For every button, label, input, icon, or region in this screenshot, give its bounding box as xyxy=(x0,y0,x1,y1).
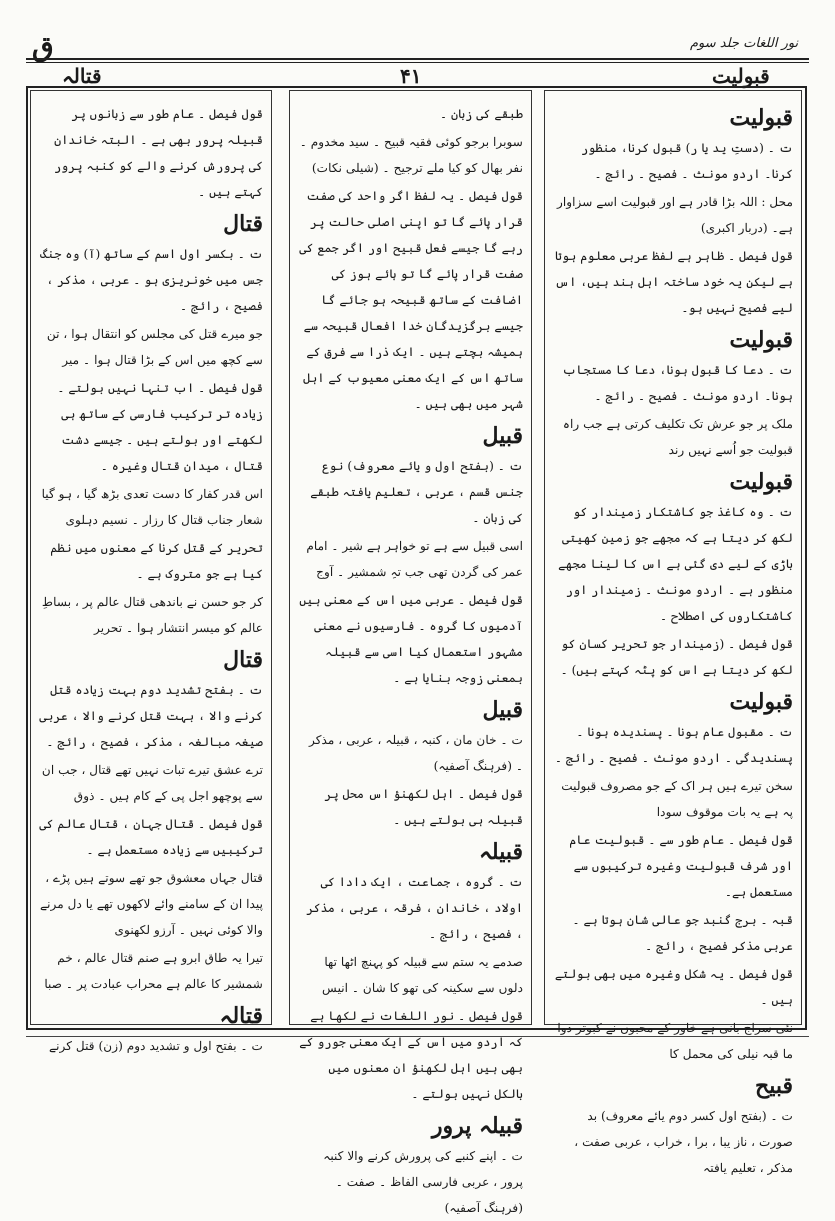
entry-text: ترے عشق تیرے تبات نہیں تھے قتال ، جب ان سے پوچھو اجل پی کے کام ہیں ۔ ذوق xyxy=(41,763,263,803)
entry-text: جو میرے قتل کی مجلس کو انتقال ہوا ، تن سے کچھ میں اس کے بڑا قتال ہوا ۔ میر xyxy=(46,327,263,367)
entry-text: قول فیصل ۔ قتال جہان ، قتال عالم کی ترکیبیں سے زیادہ مستعمل ہے ۔ xyxy=(39,817,263,857)
entry-text: ت ۔ وہ کاغذ جو کاشتکار زمیندار کو لکھ کر دیتا ہے کہ مجھے جو زمین کھیتی باڑی کے لیے دی گئی ہے اس کا لینا مجھے منظور ہے ۔ اردو مونث ۔ زمیندار اور کاشتکاروں کی اصطلاح ۔ xyxy=(558,505,793,623)
header-rule-thin xyxy=(26,62,809,63)
entry-text: قول فیصل ۔ ظاہر ہے لفظ عربی معلوم ہوتا ہے لیکن یہ خود ساختہ اہل ہند ہیں، اس لیے فصیح نہیں ہو۔ xyxy=(554,249,793,315)
entry-text: اس قدر کفار کا دست تعدی بڑھ گیا ، ہو گیا شعار جناب قتال کا رزار ۔ نسیم دہلوی xyxy=(41,487,263,527)
running-head: نور اللغات جلد سوم xyxy=(690,36,799,51)
entry-headword: قبیل xyxy=(482,697,523,723)
entry-headword: قبیل xyxy=(482,423,523,449)
entry-text: قبہ ۔ برج گنبد جو عالی شان ہوتا ہے ۔ عربی مذکر فصیح ، رائج ۔ xyxy=(572,913,793,953)
entry-text: صدمے یہ ستم سے قبیلہ کو پہنچ اٹھا تھا دلوں سے سکینہ کی تھو کا شان ۔ انیس xyxy=(322,955,523,995)
entry-text: ت ۔ بفتح اول و تشدید دوم (زن) قتل کرنے xyxy=(48,1039,263,1053)
entry-text: قول فیصل ۔ عام طور سے زبانوں پر قبیلہ پرور بھی ہے ۔ البتہ خاندان کی پرورش کرنے والے کو کنبہ پرور کہتے ہیں ۔ xyxy=(54,107,263,199)
entry-headword: قبولیت xyxy=(729,469,793,495)
entry-text: سوبرا برجو کوئی فقیہ قبیح ۔ سید مخدوم ۔ نفر بھال کو کیا ملے ترجیح ۔ (شیلی نکات) xyxy=(299,135,523,175)
entry-text: ت ۔ خان مان ، کنبہ ، قبیلہ ، عربی ، مذکر ۔ (فرہنگ آصفیہ) xyxy=(308,733,523,773)
header-rule xyxy=(26,58,809,60)
entry-headword: قبیح xyxy=(755,1073,793,1099)
entry-text: نئی سراج بانی ہے خاور کے محبوں نے کبوتر دوا ما قبہ نیلی کی محمل کا xyxy=(557,1021,793,1061)
entry-headword: قتال xyxy=(223,211,263,237)
entry-text: تیرا یہ طاق ابرو ہے صنم قتال عالم ، خم شمشیر کا عالم ہے محراب عبادت پر ۔ صبا xyxy=(44,951,263,991)
entry-text: ت ۔ اپنے کنبے کی پرورش کرنے والا کنبہ پرور ، عربی فارسی الفاظ ۔ صفت ۔ (فرہنگ آصفیہ) xyxy=(323,1149,523,1215)
entry-text: محل : اللہ بڑا قادر ہے اور قبولیت اسے سزاوار ہے۔ (دربار اکبری) xyxy=(556,195,793,235)
right-column xyxy=(544,90,802,1175)
entry-text: طبقے کی زبان ۔ xyxy=(439,107,523,121)
entry-text: کر جو حسن نے باندھی قتال عالم پر ، بساطِ عالم کو میسر انتشار ہوا ۔ تحریر xyxy=(41,595,263,635)
entry-headword: قبیلہ xyxy=(479,839,523,865)
entry-headword: قبولیت xyxy=(729,327,793,353)
page-number: ۴۱ xyxy=(400,64,422,88)
entry-headword: قبولیت xyxy=(729,689,793,715)
entry-text: اسی قبیل سے ہے تو خواہر ہے شیر ۔ امام عمر کی گردن تھی جب تہِ شمشیر ۔ آوج xyxy=(306,539,523,579)
entry-text: ملک پر جو عرش تک تکلیف کرتی ہے جب راہ قبولیت جو اُسے نہیں رند xyxy=(562,417,793,457)
entry-text: ت ۔ (بفتح اول و یائے معروف) نوع جنس قسم ، عربی ، تعلیم یافتہ طبقے کی زبان ۔ xyxy=(310,459,523,525)
entry-text: قول فیصل ۔ اب تنہا نہیں بولتے ۔ زیادہ تر ترکیب فارسی کے ساتھ ہی لکھتے اور بولتے ہیں ۔ جیسے دشت قتال ، میدان قتال وغیرہ ۔ xyxy=(57,381,263,473)
entry-text: قول فیصل ۔ یہ لفظ اگر واحد کی صفت قرار پائے گا تو اپنی اصلی حالت پر رہے گا جیسے فعل قبیح اور اگر جمع کی صفت قرار پائے گا تو ہائے ہوز کی اضافت کے ساتھ قبیحہ ہو جائے گا جیسے برگزیدگان خدا افعال قبیحہ سے ہمیشہ بچتے ہیں ۔ ایک ذرا سے فرق کے ساتھ اس کے ایک معنی معیوب کے اہل شہر میں بھی ہیں ۔ xyxy=(299,189,523,411)
catchword-first: قبولیت xyxy=(712,64,770,88)
middle-column xyxy=(289,90,532,1215)
entry-text: سخن تیرے ہیں ہر اک کے جو مصروف قبولیت پہ ہے یہ بات موقوف سودا xyxy=(561,779,793,819)
entry-text: قول فیصل ۔ عربی میں اس کے معنی ہیں آدمیوں کا گروہ ۔ فارسیوں نے معنی مشہور استعمال کیا اسی سے قبیلہ بمعنی زوجہ بنایا ہے ۔ xyxy=(299,593,523,685)
entry-headword: قتالہ xyxy=(219,1003,263,1029)
entry-text: ت ۔ دعا کا قبول ہونا، دعا کا مستجاب ہونا۔ اردو مونث ۔ فصیح ۔ رائج ۔ xyxy=(562,363,793,403)
entry-text: ت ۔ (دستِ ید یا ر) قبول کرنا، منظور کرنا۔ اردو مونث ۔ فصیح ۔ رائج ۔ xyxy=(581,141,793,181)
entry-text: ت ۔ بفتح تشدید دوم بہت زیادہ قتل کرنے والا ، بہت قتل کرنے والا ، عربی صیغہ مبالغہ ، مذکر ، فصیح ، رائج ۔ xyxy=(39,683,263,749)
entry-headword: قتال xyxy=(223,647,263,673)
left-column xyxy=(30,90,272,1053)
corner-section-letter: ق xyxy=(32,30,54,63)
entry-text: قتال جہاں معشوق جو تھے سوتے ہیں پڑے ، پیدا ان کے سامنے وائے لاکھوں تھے یا دل مرنے والا کوئی نہیں ۔ آرزو لکھنوی xyxy=(39,871,263,937)
entry-text: ت ۔ گروہ ، جماعت ، ایک دادا کی اولاد ، خاندان ، فرقہ ، عربی ، مذکر ، فصیح ، رائج ۔ xyxy=(306,875,523,941)
entry-headword: قبولیت xyxy=(729,105,793,131)
entry-headword: قبیلہ پرور xyxy=(431,1113,523,1139)
entry-text: ت ۔ بکسر اول اسم کے ساتھ (آ) وہ جنگ جس میں خونریزی ہو ۔ عربی ، مذکر ، فصیح ، رائج ۔ xyxy=(40,247,263,313)
entry-text: قول فیصل ۔ عام طور سے ۔ قبولیت عام اور شرف قبولیت وغیرہ ترکیبوں سے مستعمل ہے۔ xyxy=(569,833,793,899)
entry-text: قول فیصل ۔ اہل لکھنؤ اس محل پر قبیلہ ہی بولتے ہیں ۔ xyxy=(324,787,523,827)
entry-text: ت ۔ (بفتح اول کسر دوم یائے معروف) بد صورت ، ناز یبا ، برا ، خراب ، عربی صفت ، مذکر ، تعلیم یافتہ xyxy=(574,1109,793,1175)
entry-text: ت ۔ مقبول عام ہونا ۔ پسندیدہ ہونا ۔ پسندیدگی ۔ اردو مونث ۔ فصیح ۔ رائج ۔ xyxy=(554,725,793,765)
entry-text: قول فیصل ۔ یہ شکل وغیرہ میں بھی بولتے ہیں ۔ xyxy=(554,967,793,1007)
footer-rule xyxy=(26,1036,809,1037)
catchword-last: قتالہ xyxy=(62,64,102,88)
entry-text: قول فیصل ۔ (زمیندار جو تحریر کسان کو لکھ کر دیتا ہے اس کو پٹہ کہتے ہیں) ۔ xyxy=(560,637,793,677)
entry-text: تحریر کے قتل کرنا کے معنوں میں نظم کیا ہے جو متروک ہے ۔ xyxy=(50,541,263,581)
entry-text: قول فیصل ۔ نور اللغات نے لکھا ہے کہ اردو میں اس کے ایک معنی جورو کے بھی ہیں اہل لکھنؤ ان معنوں میں بالکل نہیں بولتے ۔ xyxy=(299,1009,523,1101)
